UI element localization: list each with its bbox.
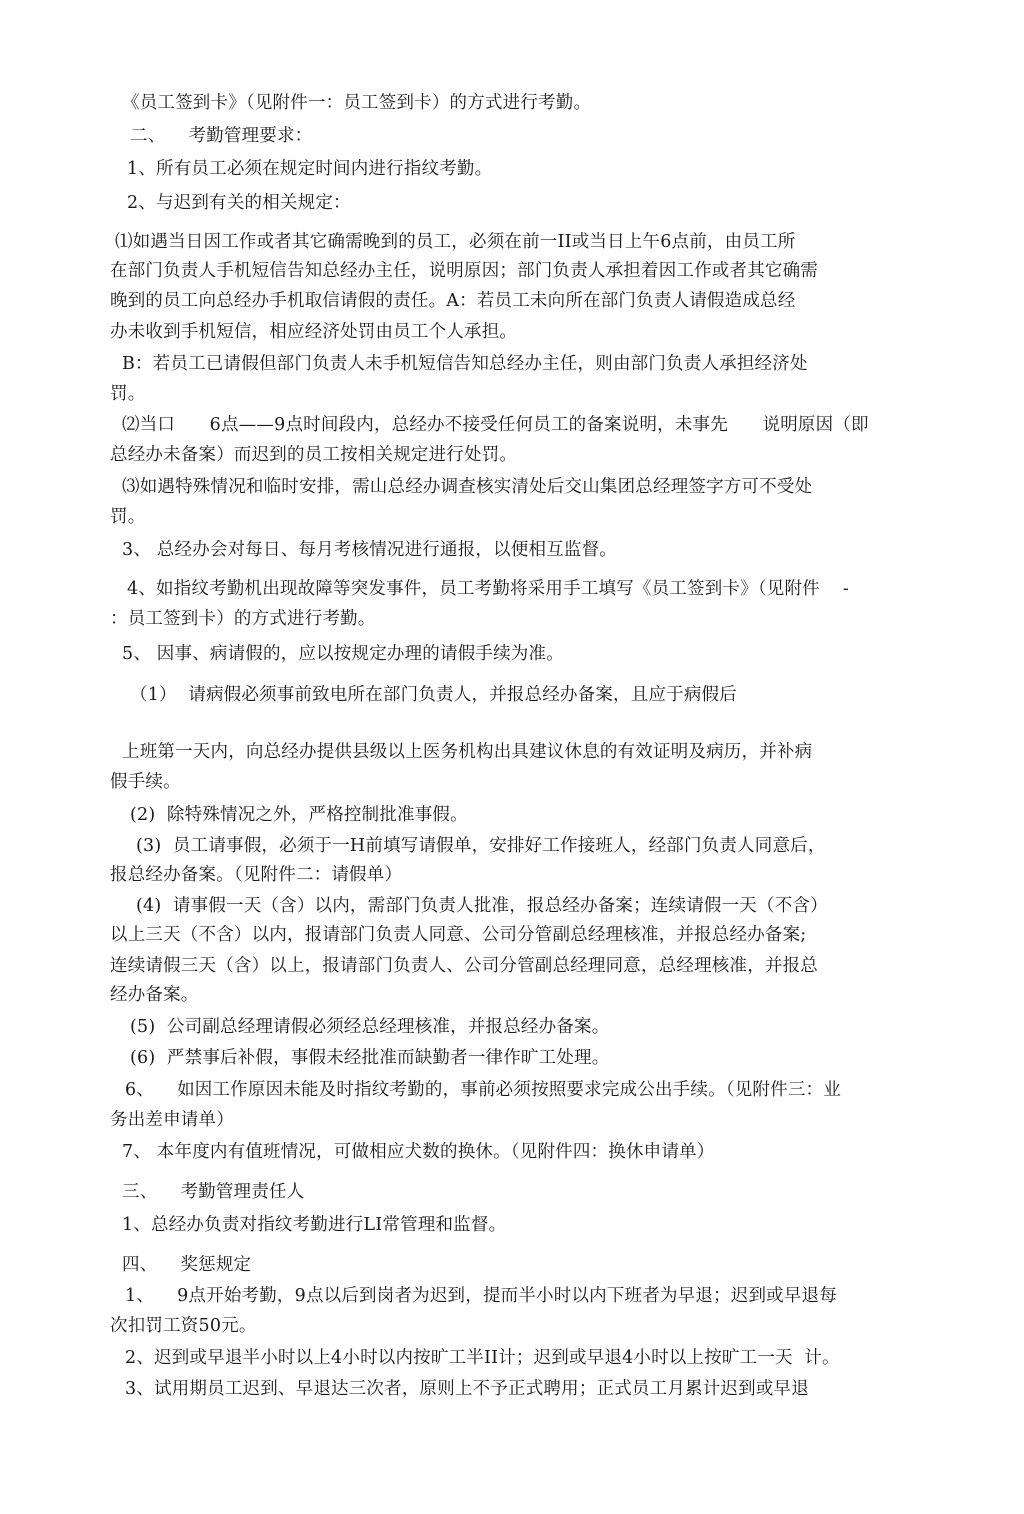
text-line: 6、 如因工作原因未能及时指纹考勤的，事前必须按照要求完成公出手续。（见附件三：业 <box>125 1080 841 1100</box>
text-line: 在部门负责人手机短信告知总经办主任，说明原因；部门负责人承担着因工作或者其它确需 <box>110 261 818 281</box>
section-heading: 二、 考勤管理要求： <box>130 126 313 146</box>
text-line: (5) 公司副总经理请假必须经总经理核准，并报总经办备案。 <box>130 1017 610 1037</box>
text-line: 4、如指纹考勤机出现故障等突发事件，员工考勤将采用手工填写《员工签到卡》（见附件 - <box>127 579 850 599</box>
text-line: 3、 总经办会对每日、每月考核情况进行通报，以便相互监督。 <box>122 540 617 560</box>
text-line: ⑵当口 6点——9点时间段内，总经办不接受任何员工的备案说明，未事先 说明原因（即 <box>122 415 869 435</box>
text-line: (6) 严禁事后补假，事假未经批准而缺勤者一律作旷工处理。 <box>130 1048 610 1068</box>
text-line: 假手续。 <box>110 772 181 792</box>
section-heading: 三、 考勤管理责任人 <box>122 1182 305 1202</box>
text-line: (2) 除特殊情况之外，严格控制批准事假。 <box>130 805 468 825</box>
text-line: 5、 因事、病请假的，应以按规定办理的请假手续为准。 <box>122 644 564 664</box>
text-line: 1、所有员工必须在规定时间内进行指纹考勤。 <box>127 159 493 179</box>
text-line: 2、迟到或早退半小时以上4小时以内按旷工半II计；迟到或早退4小时以上按旷工一天 计。 <box>125 1348 840 1368</box>
text-line: 办未收到手机短信，相应经济处罚由员工个人承担。 <box>110 322 518 342</box>
text-line: 经办备案。 <box>110 985 199 1005</box>
text-line: 3、试用期员工迟到、早退达三次者，原则上不予正式聘用；正式员工月累计迟到或早退 <box>125 1379 809 1399</box>
text-line: 7、 本年度内有值班情况，可做相应犬数的换休。（见附件四：换休申请单） <box>122 1142 715 1162</box>
text-line: ⑶如遇特殊情况和临时安排，需山总经办调查核实清处后交山集团总经理签字方可不受处 <box>122 477 813 497</box>
text-line: B：若员工已请假但部门负责人未手机短信告知总经办主任，则由部门负责人承担经济处 <box>122 354 808 374</box>
text-line: ⑴如遇当日因工作或者其它确需晚到的员工，必须在前一II或当日上午6点前，由员工所 <box>115 232 796 252</box>
section-heading: 四、 奖惩规定 <box>122 1255 252 1275</box>
text-line: 1、总经办负责对指纹考勤进行LI常管理和监督。 <box>122 1215 507 1235</box>
text-line: 1、 9点开始考勤，9点以后到岗者为迟到，提而半小时以内下班者为早退；迟到或早退每 <box>125 1286 837 1306</box>
text-line: 次扣罚工资50元。 <box>110 1316 257 1336</box>
text-line: 晚到的员工向总经办手机取信请假的责任。A：若员工未向所在部门负责人请假造成总经 <box>110 291 796 311</box>
text-line: 上班第一天内，向总经办提供县级以上医务机构出具建议休息的有效证明及病历，并补病 <box>122 742 813 762</box>
text-line: 罚。 <box>110 507 146 527</box>
text-line: 务出差申请单） <box>110 1110 234 1130</box>
text-line: 《员工签到卡》（见附件一：员工签到卡）的方式进行考勤。 <box>122 93 592 113</box>
text-line: 连续请假三天（含）以上，报请部门负责人、公司分管副总经理同意，总经理核准，并报总 <box>110 956 818 976</box>
text-line: 罚。 <box>110 384 146 404</box>
text-line: 总经办未备案）而迟到的员工按相关规定进行处罚。 <box>110 445 518 465</box>
text-line: (3) 员工请事假，必须于一H前填写请假单，安排好工作接班人，经部门负责人同意后， <box>136 836 826 856</box>
text-line: 以上三天（不含）以内，报请部门负责人同意、公司分管副总经理核准，并报总经办备案; <box>110 925 807 945</box>
text-line: 报总经办备案。（见附件二：请假单） <box>110 865 403 885</box>
text-line: (4) 请事假一天（含）以内，需部门负责人批准，报总经办备案；连续请假一天（不含） <box>136 896 828 916</box>
text-line: （1） 请病假必须事前致电所在部门负责人，并报总经办备案，且应于病假后 <box>130 685 737 705</box>
text-line: 2、与迟到有关的相关规定： <box>127 193 351 213</box>
text-line: ：员工签到卡）的方式进行考勤。 <box>110 609 376 629</box>
